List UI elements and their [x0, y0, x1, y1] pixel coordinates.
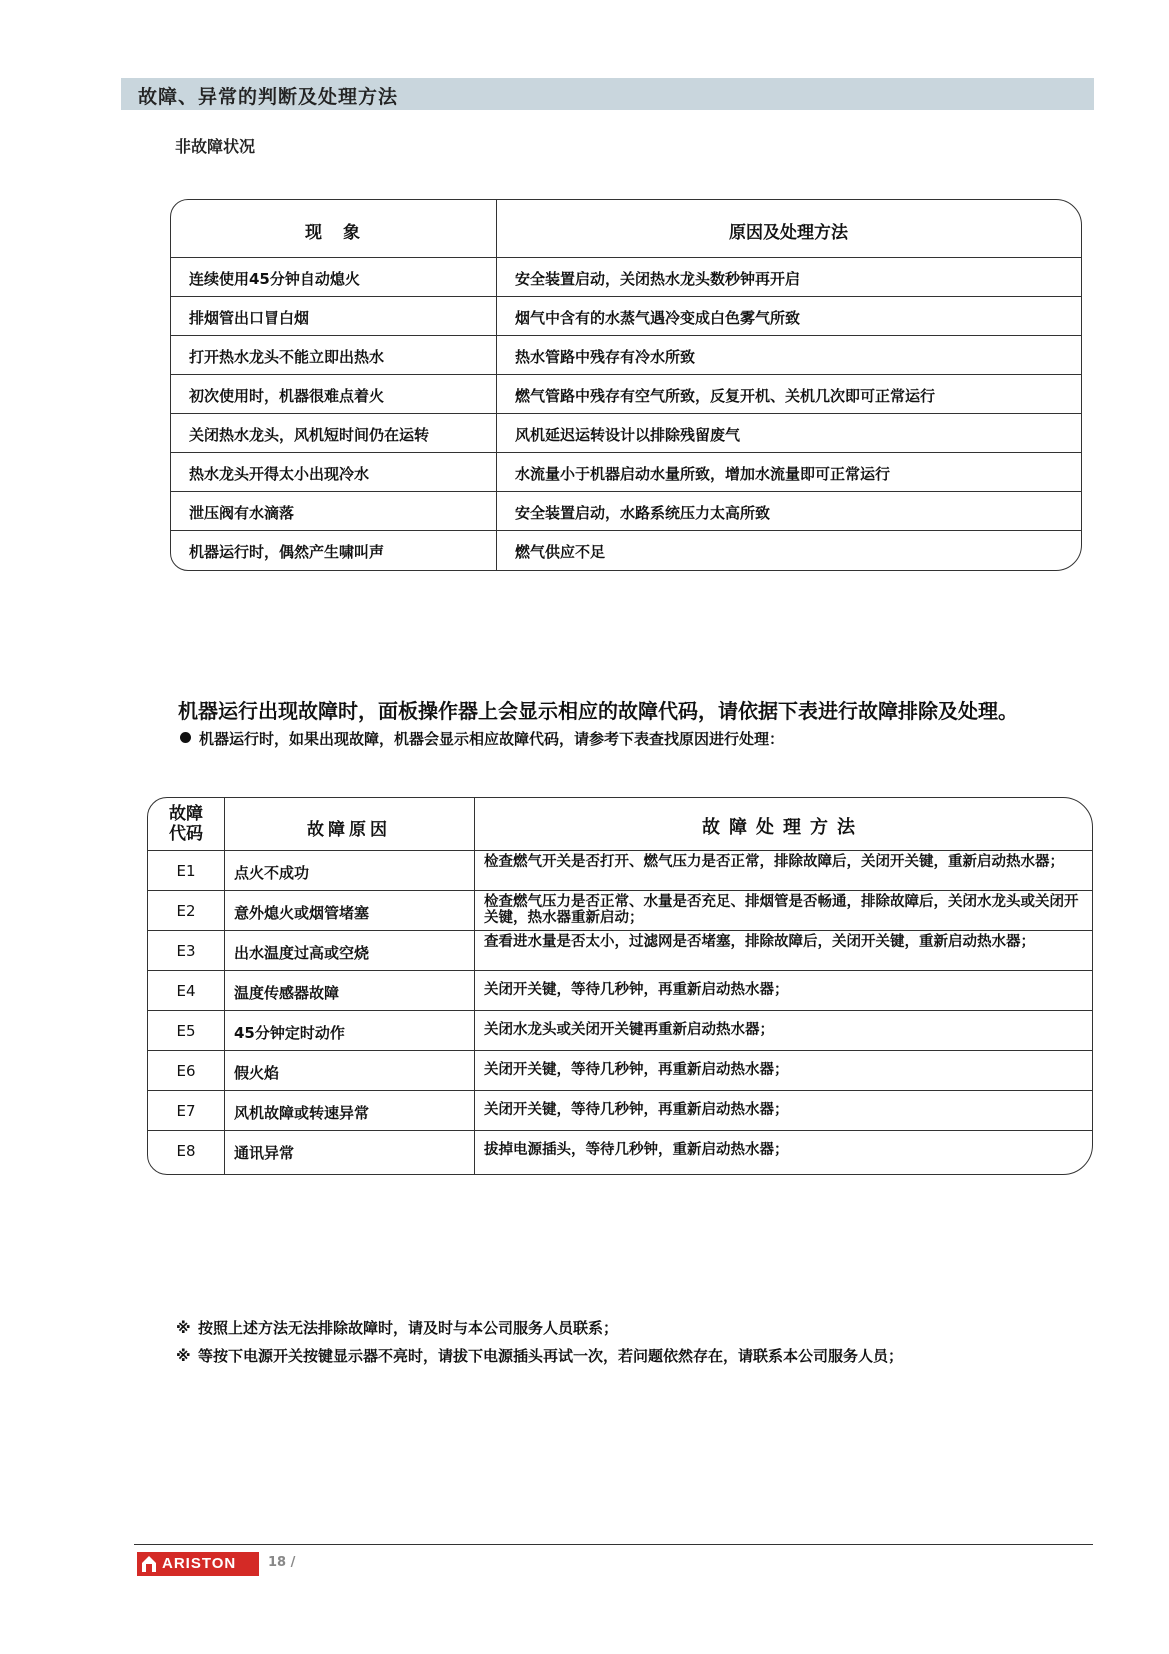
fault-code-cell: E4	[176, 982, 196, 1000]
table-row	[171, 336, 1081, 375]
fault-code-cell: E7	[176, 1102, 196, 1120]
fault-cause-cell: 假火焰	[234, 1064, 280, 1082]
column-header-method: 故障处理方法	[702, 817, 864, 838]
solution-cell: 燃气供应不足	[515, 543, 606, 561]
table-row	[171, 297, 1081, 336]
symptom-cell: 泄压阀有水滴落	[189, 504, 295, 522]
house-icon	[141, 1555, 157, 1573]
ariston-logo	[137, 1552, 259, 1576]
bullet-icon	[180, 732, 191, 743]
solution-cell: 安全装置启动，关闭热水龙头数秒钟再开启	[515, 270, 801, 288]
column-header-symptom: 现 象	[305, 223, 362, 243]
table-row	[148, 1091, 1092, 1131]
table-row	[148, 931, 1092, 971]
column-header-code-line1: 故障	[169, 804, 203, 824]
fault-cause-cell: 风机故障或转速异常	[234, 1104, 370, 1122]
fault-code-cell: E5	[176, 1022, 196, 1040]
brand-name: ARISTON	[162, 1555, 237, 1572]
symptom-cell: 初次使用时，机器很难点着火	[189, 387, 385, 405]
table-row	[148, 1131, 1092, 1171]
fault-method-cell: 关闭开关键，等待几秒钟，再重新启动热水器；	[484, 1102, 789, 1118]
fault-method-cell: 关闭开关键，等待几秒钟，再重新启动热水器；	[484, 1062, 789, 1078]
table-row	[171, 414, 1081, 453]
bullet-text: 机器运行时，如果出现故障，机器会显示相应故障代码，请参考下表查找原因进行处理：	[199, 730, 785, 748]
fault-method-cell: 检查燃气压力是否正常、水量是否充足、排烟管是否畅通，排除故障后，关闭水龙头或关闭开关键，热水器重新启动；	[484, 894, 1079, 926]
symptom-cell: 打开热水龙头不能立即出热水	[189, 348, 385, 366]
section-subtitle: 非故障状况	[175, 137, 256, 156]
fault-cause-cell: 通讯异常	[234, 1144, 295, 1162]
page-number: 18 /	[268, 1555, 296, 1570]
table-row	[171, 375, 1081, 414]
table-row	[171, 258, 1081, 297]
fault-code-cell: E2	[176, 902, 196, 920]
table-row	[148, 851, 1092, 891]
symptom-cell: 排烟管出口冒白烟	[189, 309, 310, 327]
fault-method-cell: 关闭水龙头或关闭开关键再重新启动热水器；	[484, 1022, 774, 1038]
fault-code-cell: E6	[176, 1062, 196, 1080]
note-mark: ※	[176, 1347, 191, 1365]
solution-cell: 水流量小于机器启动水量所致，增加水流量即可正常运行	[515, 465, 891, 483]
table-row	[171, 531, 1081, 570]
fault-cause-cell: 意外熄火或烟管堵塞	[234, 904, 370, 922]
footer-divider	[134, 1544, 1093, 1545]
fault-code-cell: E8	[176, 1142, 196, 1160]
fault-cause-cell: 45分钟定时动作	[234, 1024, 345, 1042]
symptom-cell: 连续使用45分钟自动熄火	[189, 270, 360, 288]
note-item	[176, 1345, 903, 1366]
table-row	[148, 971, 1092, 1011]
fault-method-cell: 拔掉电源插头，等待几秒钟，重新启动热水器；	[484, 1142, 789, 1158]
table-row	[148, 891, 1092, 931]
fault-cause-cell: 点火不成功	[234, 864, 310, 882]
solution-cell: 热水管路中残存有冷水所致	[515, 348, 696, 366]
note-text: 按照上述方法无法排除故障时，请及时与本公司服务人员联系；	[198, 1319, 619, 1337]
non-fault-table	[170, 199, 1082, 571]
solution-cell: 烟气中含有的水蒸气遇冷变成白色雾气所致	[515, 309, 801, 327]
solution-cell: 安全装置启动，水路系统压力太高所致	[515, 504, 771, 522]
table-header	[171, 200, 1081, 258]
note-text: 等按下电源开关按键显示器不亮时，请拔下电源插头再试一次，若问题依然存在，请联系本公司服务人员；	[198, 1347, 904, 1365]
fault-code-cell: E3	[176, 942, 196, 960]
fault-method-cell: 检查燃气开关是否打开、燃气压力是否正常，排除故障后，关闭开关键，重新启动热水器；	[484, 854, 1064, 870]
table-row	[171, 492, 1081, 531]
fault-code-intro: 机器运行出现故障时，面板操作器上会显示相应的故障代码，请依据下表进行故障排除及处理。	[178, 699, 1018, 723]
column-header-code	[148, 804, 224, 844]
symptom-cell: 热水龙头开得太小出现冷水	[189, 465, 370, 483]
table-header	[148, 798, 1092, 851]
fault-code-bullet	[180, 728, 784, 749]
page-title: 故障、异常的判断及处理方法	[138, 86, 399, 108]
note-item	[176, 1317, 618, 1338]
column-header-solution: 原因及处理方法	[729, 223, 848, 243]
table-row	[148, 1051, 1092, 1091]
solution-cell: 燃气管路中残存有空气所致，反复开机、关机几次即可正常运行	[515, 387, 936, 405]
solution-cell: 风机延迟运转设计以排除残留废气	[515, 426, 741, 444]
fault-method-cell: 关闭开关键，等待几秒钟，再重新启动热水器；	[484, 982, 789, 998]
table-row	[171, 453, 1081, 492]
fault-cause-cell: 温度传感器故障	[234, 984, 340, 1002]
symptom-cell: 关闭热水龙头，风机短时间仍在运转	[189, 426, 430, 444]
symptom-cell: 机器运行时，偶然产生啸叫声	[189, 543, 385, 561]
fault-cause-cell: 出水温度过高或空烧	[234, 944, 370, 962]
fault-method-cell: 查看进水量是否太小，过滤网是否堵塞，排除故障后，关闭开关键，重新启动热水器；	[484, 934, 1035, 950]
note-mark: ※	[176, 1319, 191, 1337]
fault-code-cell: E1	[176, 862, 196, 880]
table-row	[148, 1011, 1092, 1051]
column-header-cause: 故障原因	[307, 820, 391, 840]
column-header-code-line2: 代码	[169, 824, 203, 844]
fault-code-table	[147, 797, 1093, 1175]
